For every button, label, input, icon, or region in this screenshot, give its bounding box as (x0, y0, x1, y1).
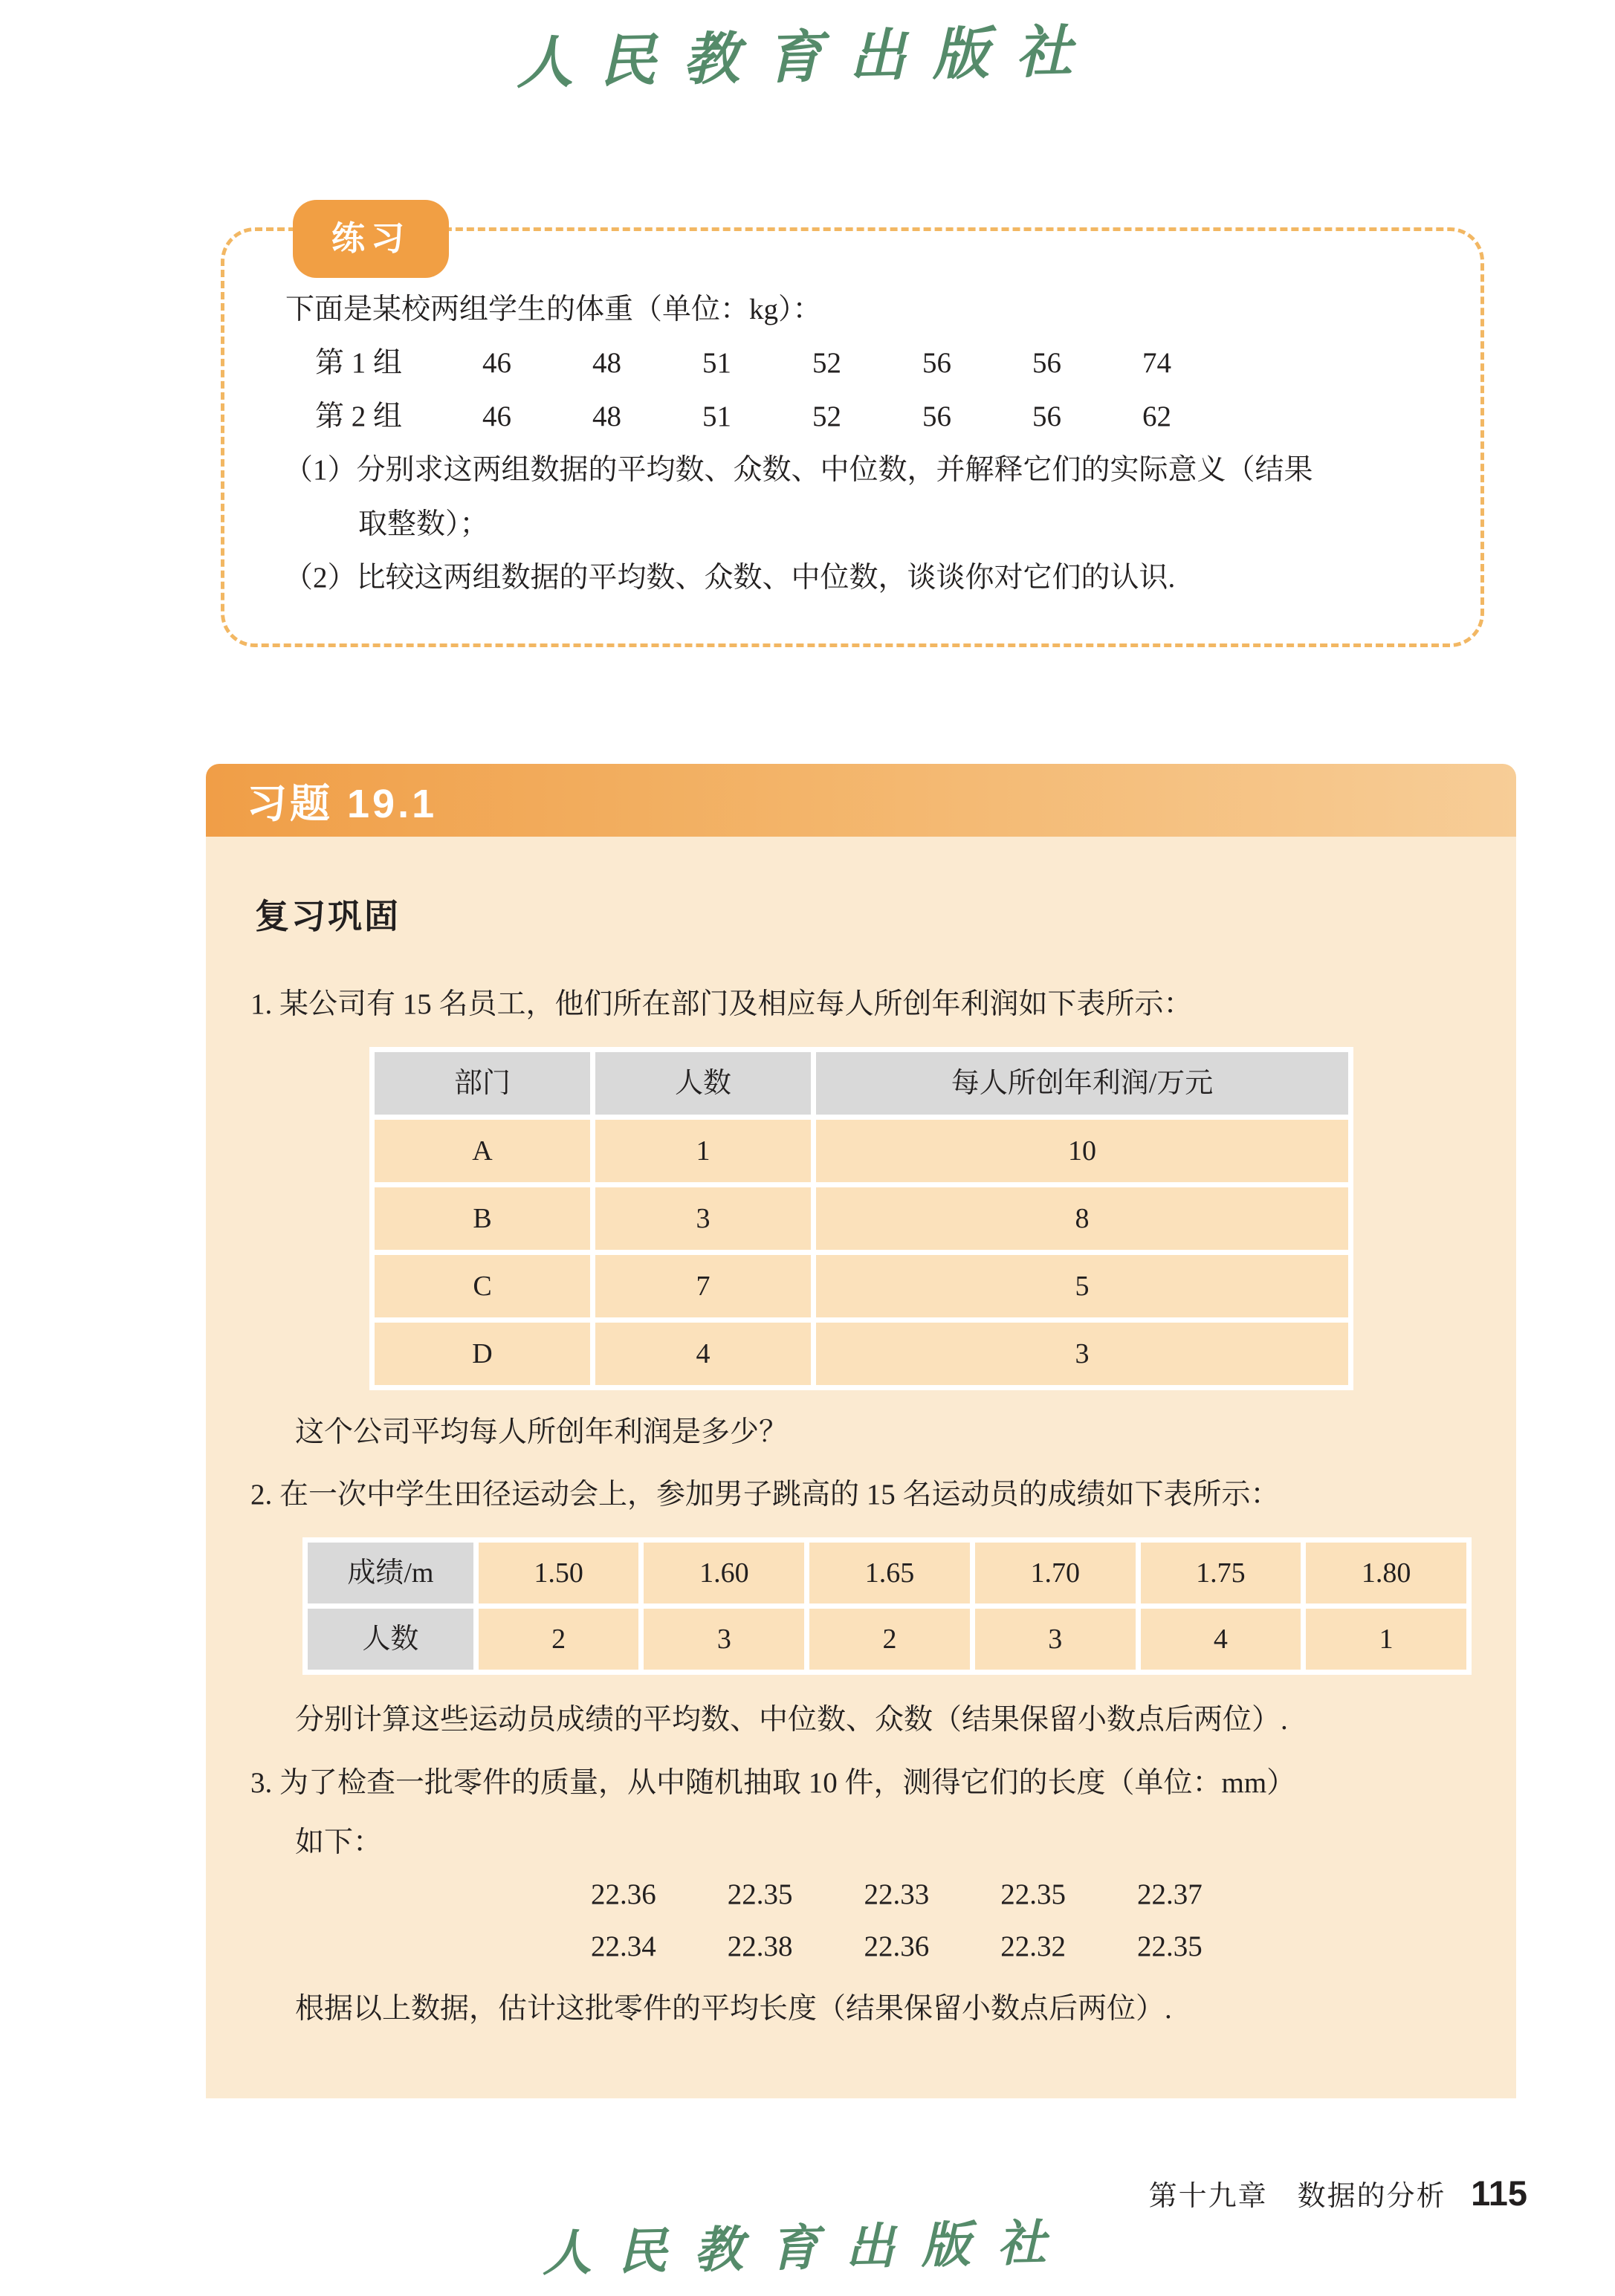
problem-1-text: 1. 某公司有 15 名员工，他们所在部门及相应每人所创年利润如下表所示： (250, 988, 1193, 1020)
table-header-cell: 部门 (375, 1052, 590, 1115)
exercise-section (206, 764, 1516, 2098)
weight-value: 56 (1032, 400, 1061, 433)
weight-value: 48 (592, 347, 621, 380)
problem-1-question: 这个公司平均每人所创年利润是多少？ (295, 1415, 789, 1448)
weight-value: 51 (702, 400, 731, 433)
exercise-title: 习题 19.1 (247, 781, 438, 826)
problem-3-text: 3. 为了检查一批零件的质量，从中随机抽取 10 件，测得它们的长度（单位：mm） (250, 1766, 1296, 1799)
table-cell: 3 (595, 1187, 811, 1250)
measurement-value: 22.35 (1000, 1878, 1066, 1910)
publisher-watermark-text: 人民教育出版社 (541, 2216, 1074, 2282)
table-header-cell: 人数 (595, 1052, 811, 1115)
table-cell: 8 (816, 1187, 1348, 1250)
measurement-value: 22.35 (1137, 1930, 1203, 1963)
weight-value: 52 (812, 400, 841, 433)
table-cell: 1.60 (644, 1543, 804, 1603)
practice-question-1-cont: 取整数）； (358, 507, 489, 540)
measurement-value: 22.33 (864, 1878, 930, 1910)
group-label: 第 2 组 (315, 400, 403, 433)
problem-2-question: 分别计算这些运动员成绩的平均数、中位数、众数（结果保留小数点后两位）. (295, 1704, 1288, 1736)
table-row (375, 1255, 1348, 1317)
publisher-watermark-text: 人民教育出版社 (515, 20, 1100, 96)
table-row (375, 1120, 1348, 1182)
measurement-value: 22.36 (864, 1930, 930, 1963)
table-header-cell: 人数 (308, 1609, 473, 1670)
measurement-value: 22.34 (591, 1930, 656, 1963)
practice-tab: 练习 (293, 200, 449, 278)
review-subheader: 复习巩固 (255, 897, 401, 935)
chapter-title: 第十九章 数据的分析 (1148, 2181, 1446, 2212)
table-cell: C (375, 1255, 590, 1317)
publisher-watermark-top (0, 0, 1615, 110)
practice-box (221, 219, 1484, 647)
table-cell: 1.50 (479, 1543, 639, 1603)
practice-question-2: （2）比较这两组数据的平均数、众数、中位数，谈谈你对它们的认识. (284, 561, 1176, 594)
table-cell: B (375, 1187, 590, 1250)
weight-row-group2 (315, 390, 1421, 444)
practice-question-1: （1）分别求这两组数据的平均数、众数、中位数，并解释它们的实际意义（结果 (284, 454, 1313, 487)
exercise-header-band (206, 764, 1516, 837)
department-profit-table (369, 1047, 1353, 1390)
table-header-row (375, 1052, 1348, 1115)
weight-value: 51 (702, 347, 731, 380)
page-number: 115 (1471, 2173, 1527, 2213)
table-cell: D (375, 1323, 590, 1385)
problem-3-question: 根据以上数据，估计这批零件的平均长度（结果保留小数点后两位）. (295, 1993, 1172, 2026)
table-cell: 3 (975, 1609, 1136, 1670)
table-row (375, 1187, 1348, 1250)
weight-value: 46 (482, 347, 511, 380)
measurement-value: 22.35 (727, 1878, 793, 1910)
weight-value: 52 (812, 347, 841, 380)
table-cell: 2 (479, 1609, 639, 1670)
table-cell: 1.80 (1306, 1543, 1466, 1603)
table-cell: 1 (595, 1120, 811, 1182)
table-cell: 2 (809, 1609, 970, 1670)
exercise-body (206, 837, 1516, 2098)
measurement-value: 22.37 (1137, 1878, 1203, 1910)
table-row (375, 1323, 1348, 1385)
weight-value: 56 (922, 347, 951, 380)
publisher-watermark-bottom (0, 2191, 1615, 2295)
weight-value: 74 (1142, 347, 1171, 380)
measurement-row-2 (591, 1921, 1472, 1973)
table-cell: 3 (816, 1323, 1348, 1385)
high-jump-table (302, 1537, 1472, 1675)
weight-value: 46 (482, 400, 511, 433)
table-header-cell: 每人所创年利润/万元 (816, 1052, 1348, 1115)
table-row (308, 1543, 1466, 1603)
table-cell: 1.70 (975, 1543, 1136, 1603)
problem-2-text: 2. 在一次中学生田径运动会上，参加男子跳高的 15 名运动员的成绩如下表所示： (250, 1479, 1280, 1511)
table-cell: 1.75 (1141, 1543, 1301, 1603)
weight-value: 62 (1142, 400, 1171, 433)
practice-intro: 下面是某校两组学生的体重（单位：kg）： (285, 294, 822, 325)
weight-value: 56 (1032, 347, 1061, 380)
weight-value: 48 (592, 400, 621, 433)
group-label: 第 1 组 (315, 347, 403, 380)
table-cell: 7 (595, 1255, 811, 1317)
problem-3-text-cont: 如下： (295, 1826, 383, 1858)
table-cell: 5 (816, 1255, 1348, 1317)
table-cell: 4 (595, 1323, 811, 1385)
table-cell: A (375, 1120, 590, 1182)
table-row (308, 1609, 1466, 1670)
weight-value: 56 (922, 400, 951, 433)
measurement-value: 22.32 (1000, 1930, 1066, 1963)
table-header-cell: 成绩/m (308, 1543, 473, 1603)
table-cell: 4 (1141, 1609, 1301, 1670)
measurement-value: 22.38 (727, 1930, 793, 1963)
measurement-value: 22.36 (591, 1878, 656, 1910)
table-cell: 3 (644, 1609, 804, 1670)
measurement-row-1 (591, 1869, 1472, 1921)
table-cell: 1 (1306, 1609, 1466, 1670)
weight-row-group1 (315, 337, 1421, 390)
table-cell: 1.65 (809, 1543, 970, 1603)
table-cell: 10 (816, 1120, 1348, 1182)
